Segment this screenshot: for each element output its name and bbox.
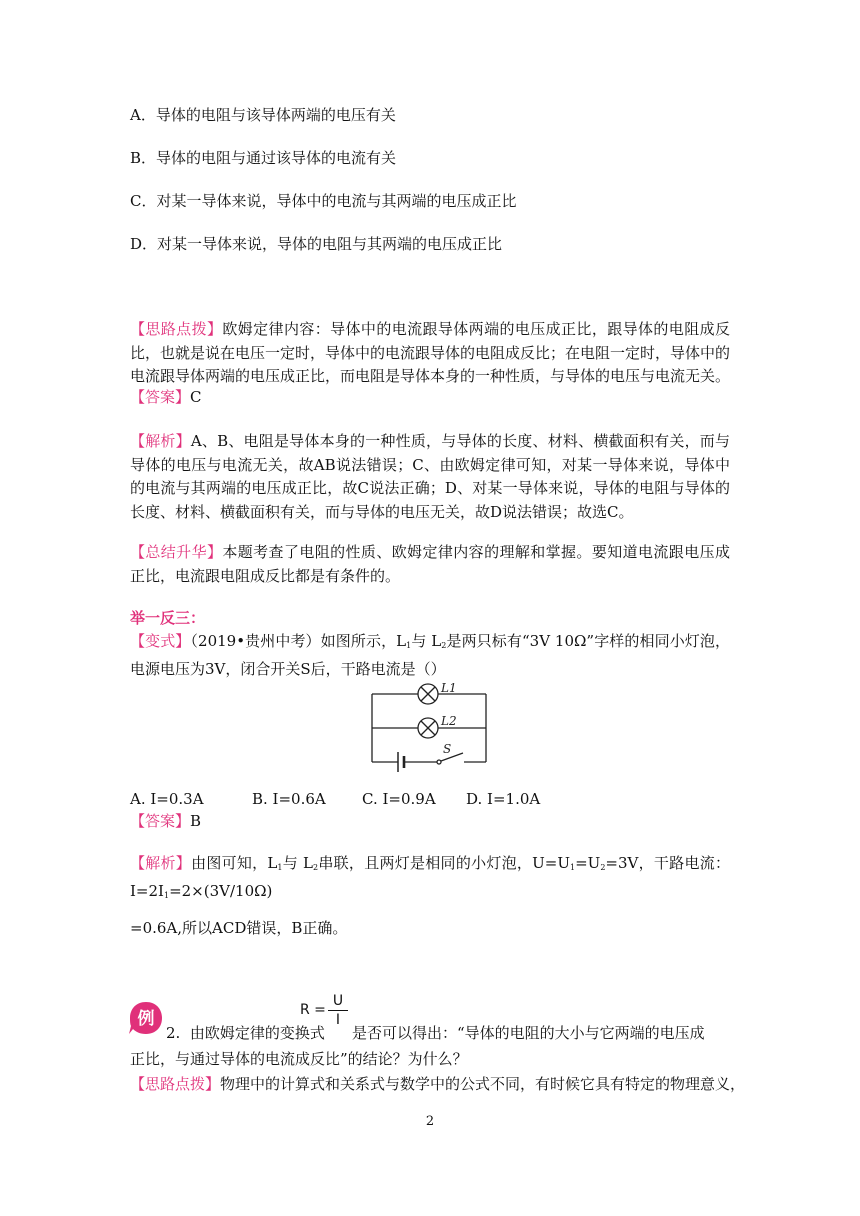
subscript: 1 xyxy=(570,863,576,872)
analysis-text: 串联，且两灯是相同的小灯泡，U=U xyxy=(318,854,571,872)
summary-tag: 【总结升华】 xyxy=(130,543,223,561)
example-number: 2. xyxy=(166,1024,181,1042)
analysis-paragraph-2 xyxy=(130,852,730,907)
formula-numerator: U xyxy=(328,992,348,1011)
analysis-line-2: =0.6A,所以ACD错误，B正确。 xyxy=(130,919,348,937)
analysis-tag: 【解析】 xyxy=(130,854,192,872)
lamp-l1-label: L1 xyxy=(441,681,457,695)
formula-fraction xyxy=(328,992,348,1029)
lamp-l1-icon xyxy=(418,684,438,704)
subscript: 1 xyxy=(163,890,170,900)
hint-text: 物理中的计算式和关系式与数学中的公式不同，有时候它具有特定的物理意义， xyxy=(220,1075,746,1093)
analysis-text: A、B、电阻是导体本身的一种性质，与导体的长度、材料、横截面积有关，而与导体的电压与电流无关，故AB说法错误；C、由欧姆定律可知，对某一导体来说，导体中的电流与其两端的电压成正比，故C说法正确；D、对某一导体来说，导体的电阻与导体的长度、材料、横截面积有关，而与导体的电压无关，故D说法错误；故选C。 xyxy=(130,432,730,521)
option-d: D．对某一导体来说，导体的电阻与其两端的电压成正比 xyxy=(130,235,503,253)
variant-text-mid: 与 L xyxy=(411,632,442,650)
hint-tag: 【思路点拨】 xyxy=(130,320,223,338)
subscript: 2 xyxy=(441,641,447,650)
example-lead-text: 由欧姆定律的变换式 xyxy=(189,1024,325,1042)
hint-paragraph-1 xyxy=(130,318,730,389)
analysis-tag: 【解析】 xyxy=(130,432,191,450)
answer-tag: 【答案】 xyxy=(130,812,191,830)
hint-paragraph-2 xyxy=(130,1074,745,1094)
example-lead xyxy=(166,1023,325,1043)
variant-option-c: C. I=0.9A xyxy=(362,790,436,808)
analysis-text: =2×(3V/10Ω) xyxy=(169,881,273,900)
analysis-paragraph-1 xyxy=(130,430,730,524)
variant-text-pre: （2019•贵州中考）如图所示，L xyxy=(190,632,407,650)
variant-text-post: 是两只标有“3V 10Ω”字样的相同小灯泡，电源电压为3V，闭合开关S后，干路电流是（） xyxy=(130,632,731,678)
analysis-text: =3V，干路电流：I=2I xyxy=(130,854,730,900)
lamp-l2-icon xyxy=(418,718,438,738)
option-c: C．对某一导体来说，导体中的电流与其两端的电压成正比 xyxy=(130,192,517,210)
summary-text: 本题考查了电阻的性质、欧姆定律内容的理解和掌握。要知道电流跟电压成正比，电流跟电阻成反比都是有条件的。 xyxy=(130,543,730,585)
answer-2 xyxy=(130,811,201,831)
lamp-l2-label: L2 xyxy=(441,714,457,728)
badge-label: 例 xyxy=(137,1009,155,1029)
hint-tag: 【思路点拨】 xyxy=(130,1075,221,1093)
analysis-text: =U xyxy=(575,854,601,872)
option-b: B．导体的电阻与通过该导体的电流有关 xyxy=(130,149,397,167)
variant-option-d: D. I=1.0A xyxy=(466,790,541,808)
section-heading: 举一反三： xyxy=(130,609,206,627)
variant-options xyxy=(130,789,540,809)
hint-text: 欧姆定律内容：导体中的电流跟导体两端的电压成正比，跟导体的电阻成反比，也就是说在电压一定时，导体中的电流跟导体的电阻成反比；在电阻一定时，导体中的电流跟导体两端的电压成正比，而电阻是导体本身的一种性质，与导体的电压与电流无关。 xyxy=(130,320,731,385)
subscript: 1 xyxy=(277,863,283,872)
page-number: 2 xyxy=(425,1114,435,1129)
switch-label: S xyxy=(443,742,452,756)
subscript: 1 xyxy=(406,641,412,650)
example-badge-icon xyxy=(128,1000,164,1036)
example-text-2: 正比，与通过导体的电流成反比”的结论？为什么？ xyxy=(130,1050,468,1068)
answer-value: B xyxy=(190,812,202,830)
example-text-1: 是否可以得出：“导体的电阻的大小与它两端的电压成 xyxy=(352,1024,705,1042)
analysis-text: 由图可知，L xyxy=(191,854,278,872)
answer-tag: 【答案】 xyxy=(130,388,191,406)
battery-icon xyxy=(398,752,404,772)
subscript: 2 xyxy=(600,863,606,872)
answer-value: C xyxy=(190,388,202,406)
variant-option-b: B. I=0.6A xyxy=(252,790,326,808)
variant-option-a: A. I=0.3A xyxy=(130,790,204,808)
variant-tag: 【变式】 xyxy=(130,632,191,650)
formula-denominator: I xyxy=(335,1012,341,1028)
option-a: A．导体的电阻与该导体两端的电压有关 xyxy=(130,106,396,124)
subscript: 2 xyxy=(313,863,319,872)
circuit-diagram xyxy=(365,676,495,776)
formula-lhs: R = xyxy=(300,1002,326,1018)
summary-paragraph xyxy=(130,541,730,588)
analysis-text: 与 L xyxy=(282,854,314,872)
variant-paragraph xyxy=(130,630,730,681)
answer-1 xyxy=(130,387,202,407)
